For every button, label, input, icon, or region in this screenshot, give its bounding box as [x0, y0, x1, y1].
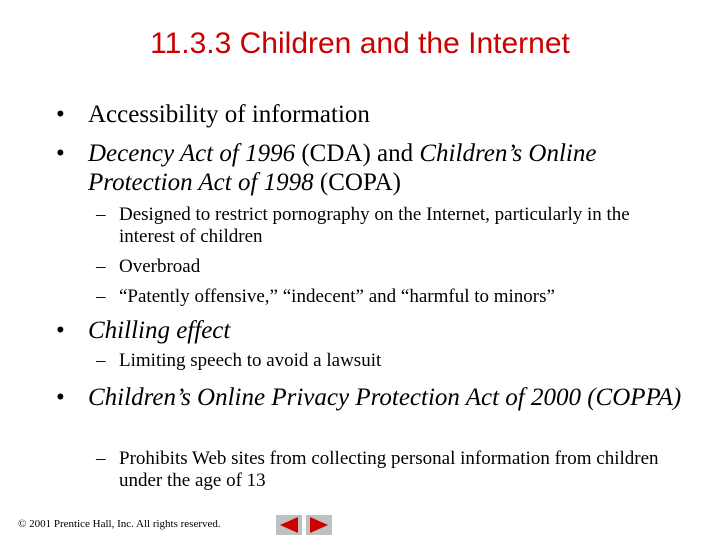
- bullet-text-italic: Children’s Online Protection Act of 1998: [88, 140, 597, 196]
- bullet-text-plain: (COPA): [313, 169, 401, 196]
- sub-bullet-text: Limiting speech to avoid a lawsuit: [119, 350, 382, 371]
- slide-title: 11.3.3 Children and the Internet: [150, 27, 570, 60]
- sub-bullet-text: Overbroad: [119, 256, 201, 277]
- previous-slide-button[interactable]: [276, 515, 302, 535]
- bullet-text: Accessibility of information: [88, 101, 370, 128]
- dash-marker: –: [96, 350, 106, 371]
- right-arrow-icon: [306, 515, 332, 535]
- sub-bullet-text: Prohibits Web sites from collecting personal information from children under the age of 13: [119, 448, 659, 491]
- dash-marker: –: [96, 256, 106, 277]
- sub-bullet-text: “Patently offensive,” “indecent” and “harmful to minors”: [119, 286, 555, 307]
- left-arrow-icon: [276, 515, 302, 535]
- dash-marker: –: [96, 286, 106, 307]
- bullet-text: [88, 139, 688, 197]
- bullet-text-italic: Decency Act of 1996: [88, 140, 296, 167]
- dash-marker: –: [96, 204, 106, 225]
- bullet-text: Children’s Online Privacy Protection Act of 2000 (COPPA): [88, 384, 682, 411]
- bullet-marker: •: [56, 101, 65, 128]
- sub-bullet-text: Designed to restrict pornography on the Internet, particularly in the interest of children: [119, 204, 630, 247]
- bullet-marker: •: [56, 140, 65, 167]
- bullet-marker: •: [56, 317, 65, 344]
- copyright-footer: © 2001 Prentice Hall, Inc. All rights reserved.: [18, 518, 221, 530]
- next-slide-button[interactable]: [306, 515, 332, 535]
- bullet-text: Chilling effect: [88, 317, 231, 344]
- dash-marker: –: [96, 448, 106, 469]
- bullet-text-plain: (CDA) and: [295, 140, 420, 167]
- bullet-marker: •: [56, 384, 65, 411]
